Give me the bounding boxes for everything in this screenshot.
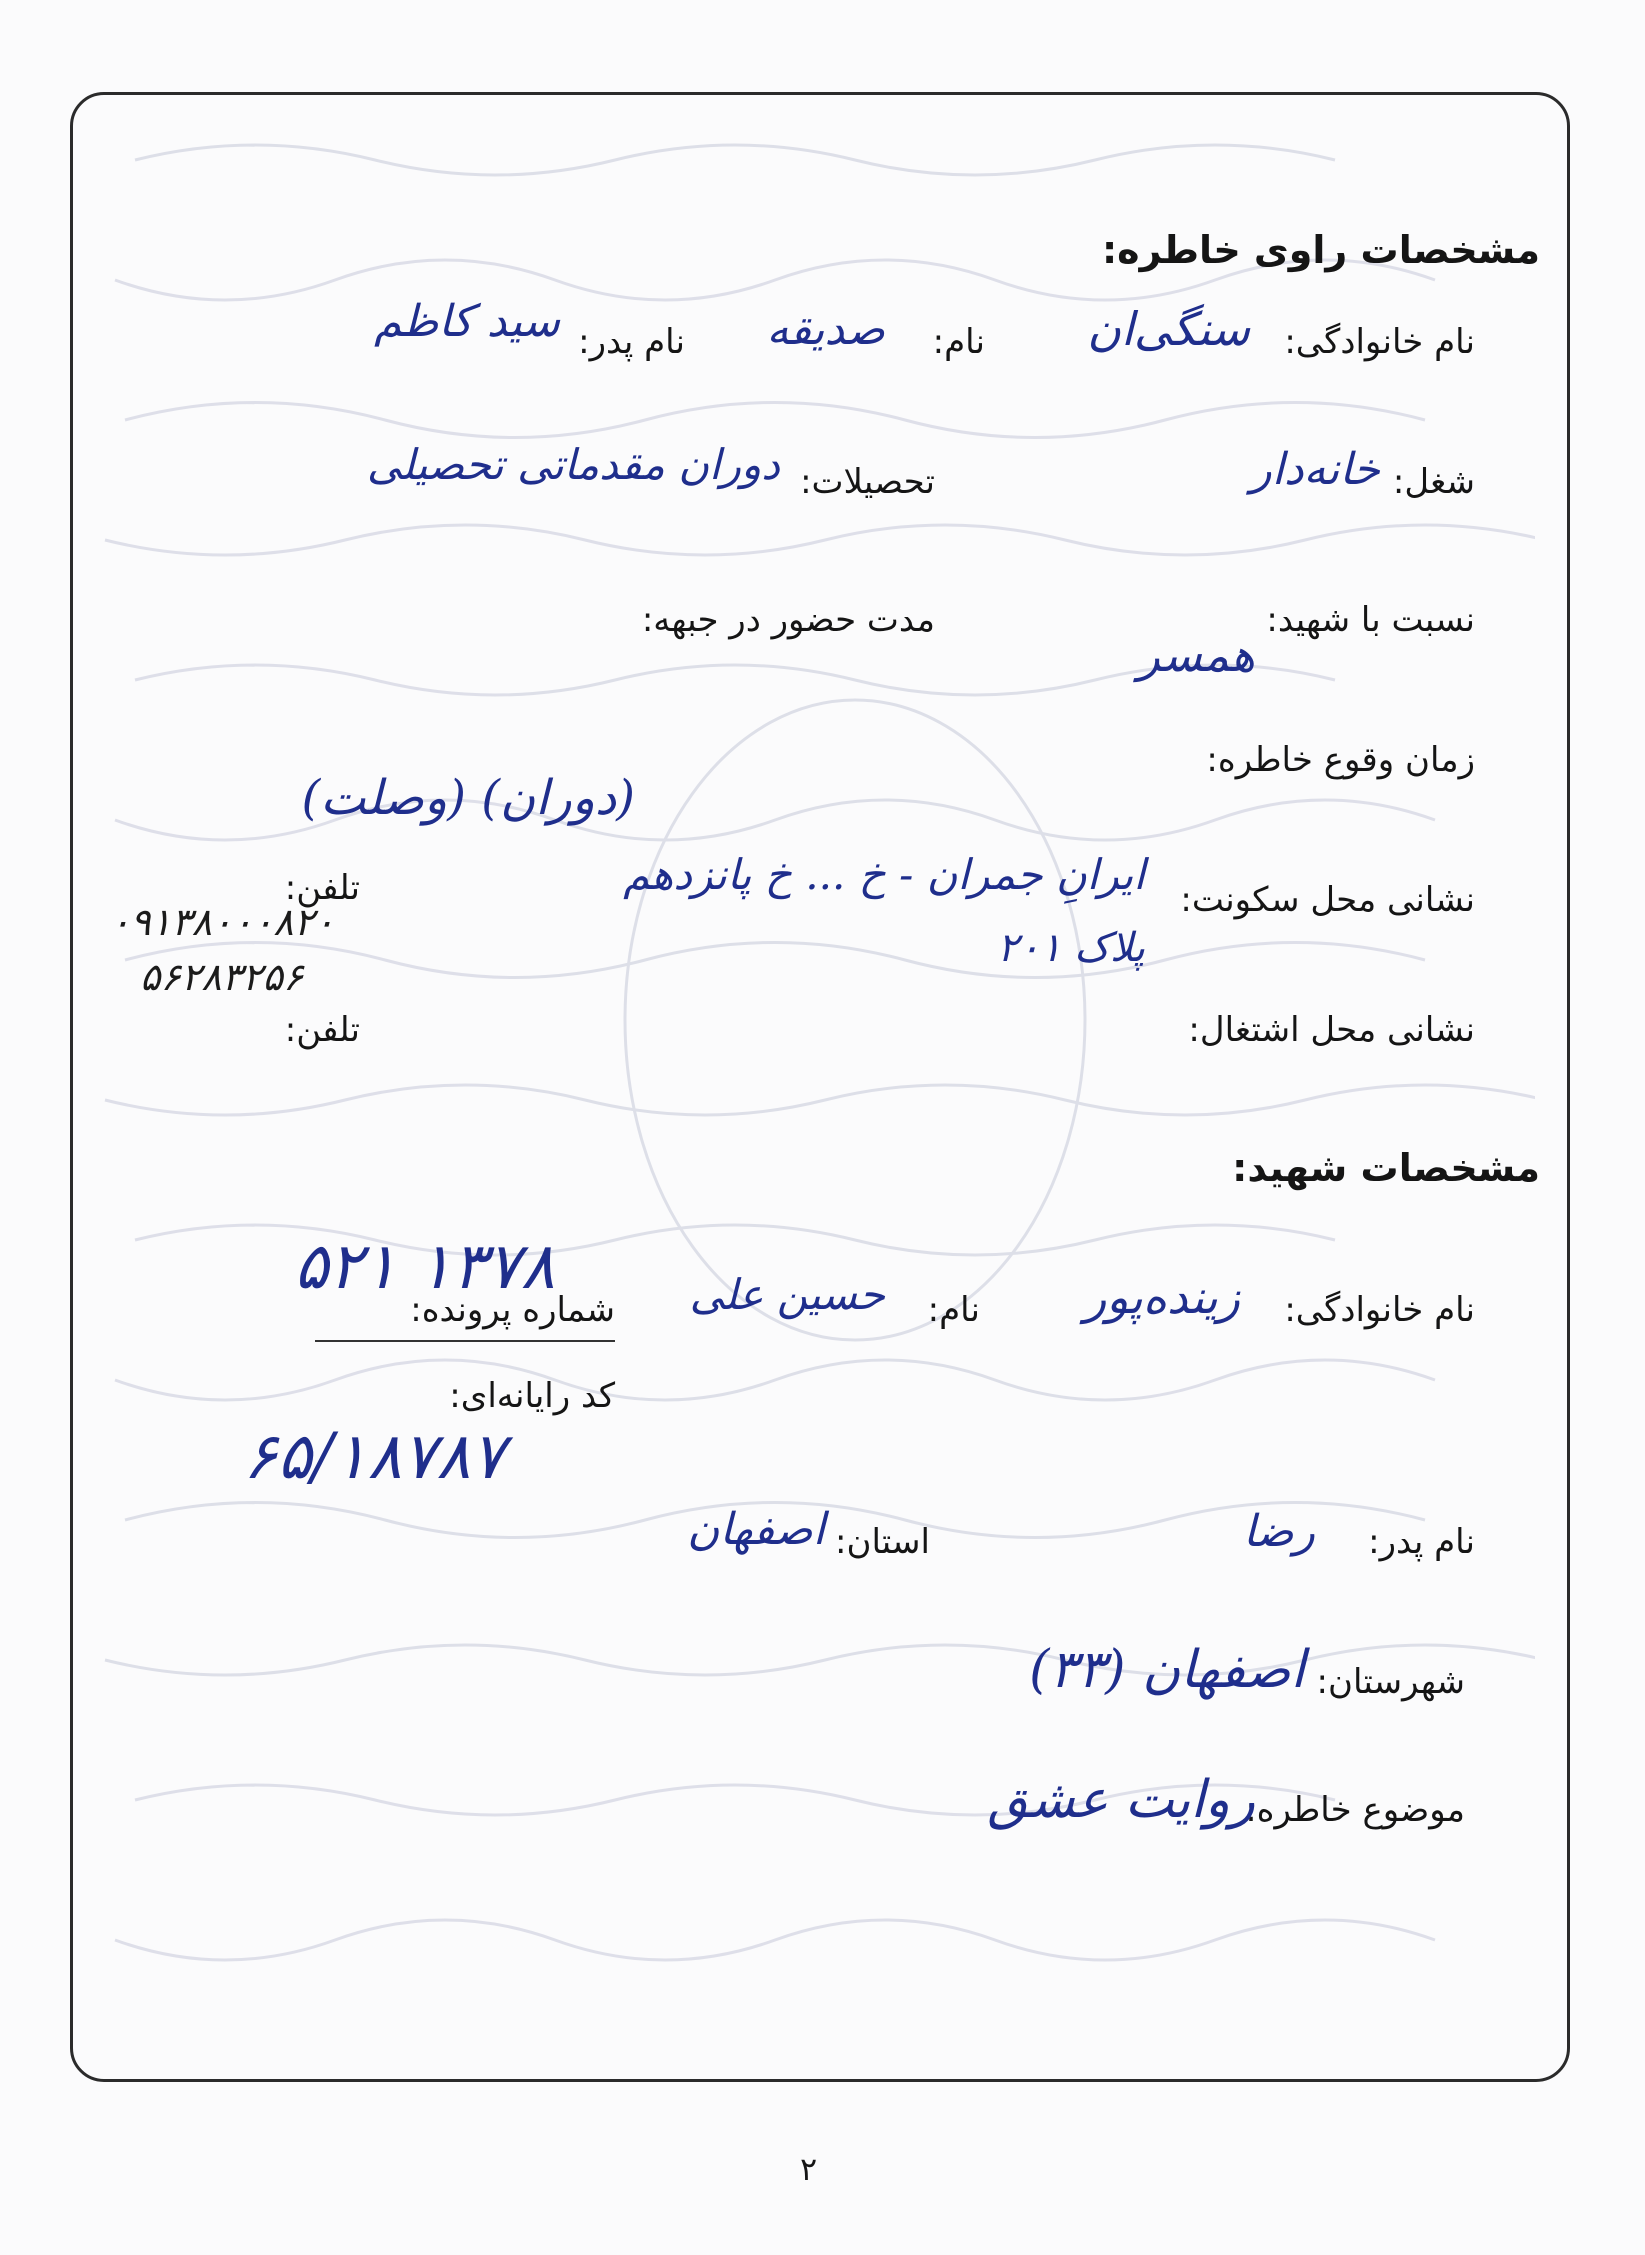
narrator-first-name-value: صدیقه [766,304,885,355]
page-number: ۲ [800,2150,818,2188]
narrator-first-name-label: نام: [932,322,985,362]
narrator-relation-label: نسبت با شهید: [1266,600,1475,640]
martyr-province-label: استان: [835,1522,930,1562]
narrator-residence-label: نشانی محل سکونت: [1180,880,1475,920]
narrator-heading: مشخصات راوی خاطره: [1101,228,1540,272]
martyr-family-name-label: نام خانوادگی: [1284,1290,1475,1330]
narrator-occupation-value: خانه‌دار [1250,444,1380,495]
narrator-work-address-label: نشانی محل اشتغال: [1188,1010,1475,1050]
narrator-event-time-label: زمان وقوع خاطره: [1206,740,1475,780]
narrator-father-name-value: سید کاظم [374,296,560,347]
narrator-family-name-value: سنگی‌ان [1087,302,1250,356]
narrator-education-value: دوران مقدماتی تحصیلی [366,440,780,489]
narrator-residence-value-line1: ایرانِ جمران - خ ... خ پانزدهم [623,850,1145,899]
narrator-father-name-label: نام پدر: [578,322,685,362]
martyr-city-value: اصفهان (۳۳) [1029,1640,1305,1700]
martyr-father-name-value: رضا [1242,1506,1315,1557]
narrator-phone-label-2: تلفن: [284,1010,360,1050]
martyr-father-name-label: نام پدر: [1368,1522,1475,1562]
martyr-province-value: اصفهان [687,1504,825,1555]
martyr-computer-code-label: کد رایانه‌ای: [449,1376,615,1416]
martyr-topic-value: روایت عشق [987,1770,1255,1830]
narrator-phone-value-2: ۵۶۲۸۳۲۵۶ [140,955,304,999]
narrator-family-name-label: نام خانوادگی: [1284,322,1475,362]
martyr-first-name-value: حسین علی [689,1270,885,1319]
narrator-occupation-label: شغل: [1392,462,1475,502]
martyr-family-name-value: زینده‌پور [1084,1270,1240,1324]
file-number-underline [315,1340,615,1342]
martyr-computer-code-value: ۶۵/۱۸۷۸۷ [242,1420,505,1494]
martyr-file-number-value: ۱۳۷۸ ۵۲۱ [294,1230,555,1304]
narrator-residence-value-line2: پلاک ۲۰۱ [997,925,1145,971]
martyr-file-number-label: شماره پرونده: [410,1290,615,1330]
narrator-phone-label-1: تلفن: [284,868,360,908]
martyr-city-label: شهرستان: [1316,1662,1465,1702]
narrator-event-time-value: (دوران) (وصلت) [301,770,635,826]
martyr-first-name-label: نام: [927,1290,980,1330]
form-frame [70,92,1570,2082]
martyr-heading: مشخصات شهید: [1232,1146,1540,1190]
narrator-education-label: تحصیلات: [800,462,935,502]
narrator-relation-value: همسر [1137,628,1255,682]
martyr-topic-label: موضوع خاطره: [1245,1790,1465,1830]
narrator-front-duration-label: مدت حضور در جبهه: [641,600,935,640]
narrator-phone-value-1: ۰۹۱۳۸۰۰۰۸۲۰ [110,900,335,944]
